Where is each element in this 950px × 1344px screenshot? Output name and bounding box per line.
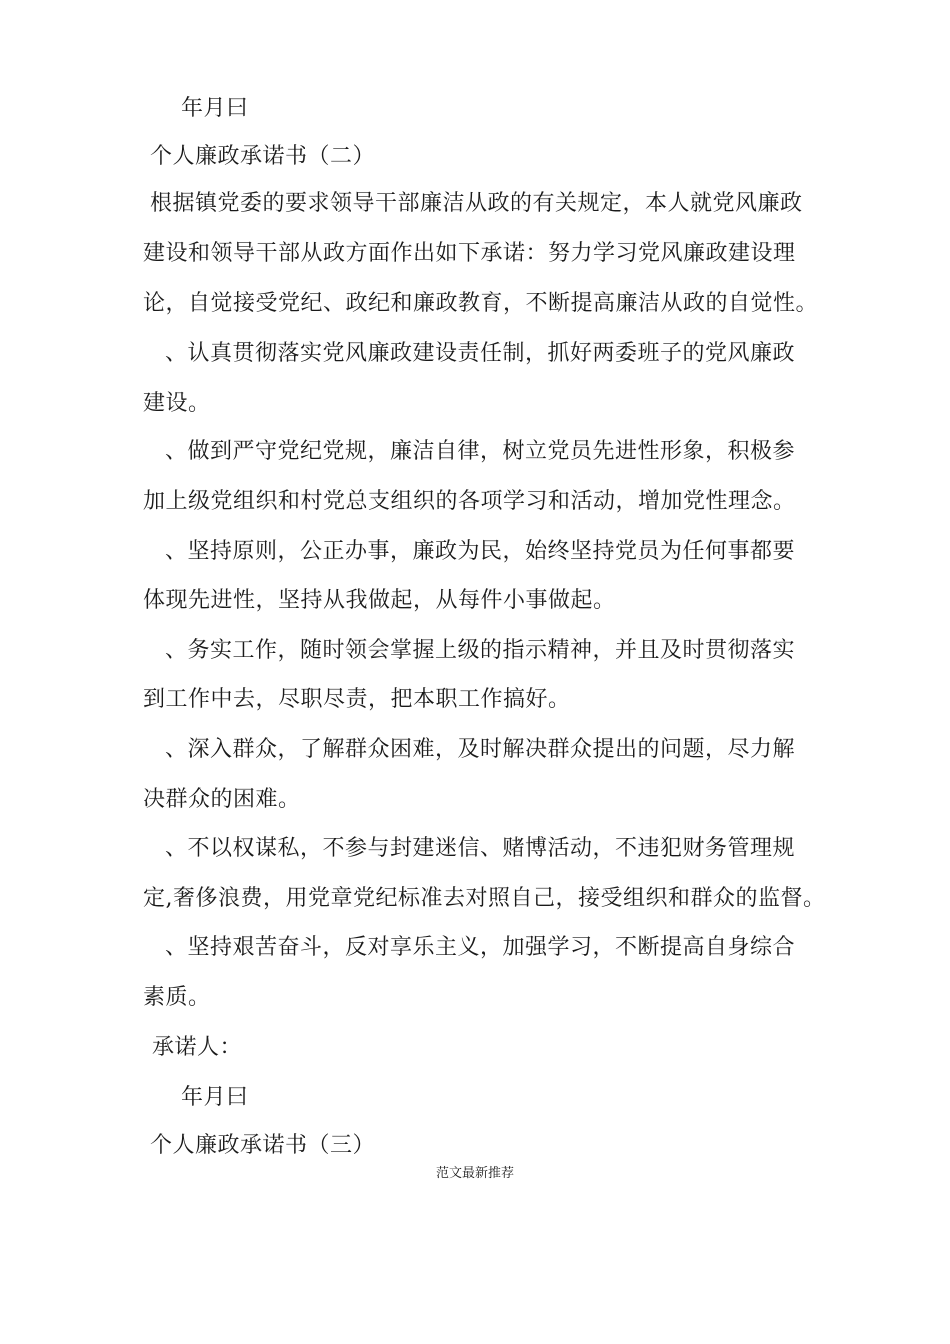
section-title-2: 个人廉政承诺书（二） (150, 144, 376, 169)
date-line-top: 年月曰 (181, 96, 249, 121)
item-6-line-1: 、不以权谋私，不参与封建迷信、赌博活动，不违犯财务管理规 (165, 836, 796, 861)
footer-text: 范文最新推荐 (435, 1166, 514, 1181)
item-3-line-2: 体现先进性，坚持从我做起，从每件小事做起。 (143, 588, 616, 613)
item-4-line-2: 到工作中去，尽职尽责，把本职工作搞好。 (143, 687, 571, 712)
item-5-line-1: 、深入群众，了解群众困难，及时解决群众提出的问题，尽力解 (165, 737, 796, 762)
item-7-line-1: 、坚持艰苦奋斗，反对享乐主义，加强学习，不断提高自身综合 (165, 935, 796, 960)
item-1-line-2: 建设。 (143, 391, 211, 416)
item-6-line-2: 定,奢侈浪费，用党章党纪标准去对照自己，接受组织和群众的监督。 (143, 886, 826, 911)
item-5-line-2: 决群众的困难。 (143, 787, 301, 812)
intro-line-2: 建设和领导干部从政方面作出如下承诺：努力学习党风廉政建设理 (143, 241, 796, 266)
item-7-line-2: 素质。 (143, 985, 211, 1010)
item-1-line-1: 、认真贯彻落实党风廉政建设责任制，抓好两委班子的党风廉政 (165, 341, 796, 366)
signer-label: 承诺人： (152, 1035, 243, 1060)
date-line-bottom: 年月曰 (181, 1085, 249, 1110)
item-2-line-1: 、做到严守党纪党规，廉洁自律，树立党员先进性形象，积极参 (165, 439, 796, 464)
intro-line-1: 根据镇党委的要求领导干部廉洁从政的有关规定，本人就党风廉政 (150, 191, 803, 216)
item-3-line-1: 、坚持原则，公正办事，廉政为民，始终坚持党员为任何事都要 (165, 539, 796, 564)
item-4-line-1: 、务实工作，随时领会掌握上级的指示精神，并且及时贯彻落实 (165, 638, 796, 663)
intro-line-3: 论，自觉接受党纪、政纪和廉政教育，不断提高廉洁从政的自觉性。 (143, 291, 819, 316)
item-2-line-2: 加上级党组织和村党总支组织的各项学习和活动，增加党性理念。 (143, 489, 796, 514)
section-title-3: 个人廉政承诺书（三） (150, 1133, 376, 1158)
